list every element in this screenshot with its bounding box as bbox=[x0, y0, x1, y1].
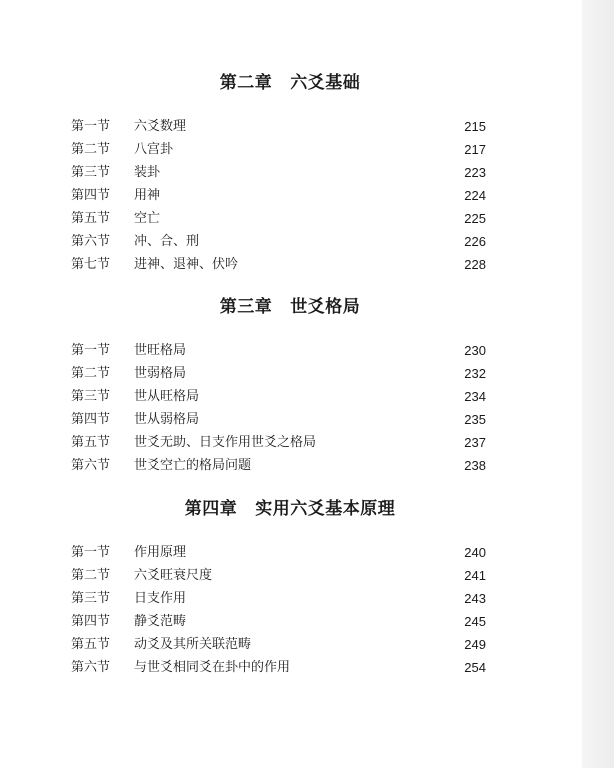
section-number: 第二节 bbox=[71, 568, 111, 583]
page-number: 249 bbox=[464, 637, 486, 652]
toc-entry bbox=[0, 207, 580, 230]
chapter-title bbox=[0, 296, 580, 318]
toc-list bbox=[0, 541, 580, 679]
page-number: 254 bbox=[464, 660, 486, 675]
chapter-number: 第二章 bbox=[219, 73, 273, 93]
page-edge-shadow bbox=[582, 0, 614, 768]
section-title: 六爻旺衰尺度 bbox=[134, 568, 213, 583]
section-title: 装卦 bbox=[134, 165, 161, 180]
section-number: 第四节 bbox=[71, 188, 111, 203]
toc-entry bbox=[0, 541, 580, 564]
section-title: 与世爻相同爻在卦中的作用 bbox=[134, 660, 291, 675]
section-number: 第一节 bbox=[71, 545, 111, 560]
chapter-name: 六爻基础 bbox=[290, 73, 361, 93]
toc-entry bbox=[0, 564, 580, 587]
toc-entry bbox=[0, 454, 580, 477]
section-number: 第三节 bbox=[71, 591, 111, 606]
section-title: 冲、合、刑 bbox=[134, 234, 200, 249]
section-number: 第二节 bbox=[71, 366, 111, 381]
section-title: 日支作用 bbox=[134, 591, 187, 606]
section-number: 第三节 bbox=[71, 165, 111, 180]
section-number: 第四节 bbox=[71, 412, 111, 427]
page-number: 240 bbox=[464, 545, 486, 560]
section-title: 世爻空亡的格局问题 bbox=[134, 458, 252, 473]
page-number: 225 bbox=[464, 211, 486, 226]
page-number: 224 bbox=[464, 188, 486, 203]
toc-entry bbox=[0, 385, 580, 408]
chapter-number: 第三章 bbox=[219, 297, 273, 317]
section-number: 第四节 bbox=[71, 614, 111, 629]
page-number: 217 bbox=[464, 142, 486, 157]
toc-entry bbox=[0, 161, 580, 184]
section-number: 第七节 bbox=[71, 257, 111, 272]
section-title: 八宫卦 bbox=[134, 142, 174, 157]
toc-entry bbox=[0, 253, 580, 276]
page-number: 223 bbox=[464, 165, 486, 180]
section-number: 第五节 bbox=[71, 637, 111, 652]
section-title: 动爻及其所关联范畴 bbox=[134, 637, 252, 652]
section-title: 进神、退神、伏吟 bbox=[134, 257, 239, 272]
section-title: 世旺格局 bbox=[134, 343, 187, 358]
chapter-2 bbox=[0, 72, 580, 276]
page-number: 215 bbox=[464, 119, 486, 134]
section-title: 用神 bbox=[134, 188, 161, 203]
page-number: 232 bbox=[464, 366, 486, 381]
chapter-title bbox=[0, 498, 580, 520]
toc-list bbox=[0, 115, 580, 276]
toc-entry bbox=[0, 610, 580, 633]
chapter-4 bbox=[0, 498, 580, 679]
section-title: 空亡 bbox=[134, 211, 161, 226]
section-title: 作用原理 bbox=[134, 545, 187, 560]
toc-entry bbox=[0, 115, 580, 138]
section-number: 第五节 bbox=[71, 211, 111, 226]
section-title: 六爻数理 bbox=[134, 119, 187, 134]
toc-entry bbox=[0, 431, 580, 454]
section-title: 世弱格局 bbox=[134, 366, 187, 381]
page-number: 245 bbox=[464, 614, 486, 629]
toc-entry bbox=[0, 408, 580, 431]
section-number: 第六节 bbox=[71, 660, 111, 675]
page-number: 238 bbox=[464, 458, 486, 473]
chapter-name: 世爻格局 bbox=[290, 297, 361, 317]
toc-entry bbox=[0, 184, 580, 207]
section-title: 静爻范畴 bbox=[134, 614, 187, 629]
toc-entry bbox=[0, 656, 580, 679]
page-number: 228 bbox=[464, 257, 486, 272]
chapter-name: 实用六爻基本原理 bbox=[255, 499, 396, 519]
toc-list bbox=[0, 339, 580, 477]
toc-entry bbox=[0, 138, 580, 161]
page-number: 243 bbox=[464, 591, 486, 606]
toc-entry bbox=[0, 633, 580, 656]
section-number: 第五节 bbox=[71, 435, 111, 450]
page-number: 237 bbox=[464, 435, 486, 450]
toc-entry bbox=[0, 587, 580, 610]
section-number: 第一节 bbox=[71, 119, 111, 134]
section-number: 第三节 bbox=[71, 389, 111, 404]
chapter-number: 第四章 bbox=[184, 499, 238, 519]
page-number: 230 bbox=[464, 343, 486, 358]
section-number: 第六节 bbox=[71, 458, 111, 473]
page-number: 226 bbox=[464, 234, 486, 249]
page-number: 241 bbox=[464, 568, 486, 583]
section-title: 世从弱格局 bbox=[134, 412, 200, 427]
section-title: 世从旺格局 bbox=[134, 389, 200, 404]
page-number: 234 bbox=[464, 389, 486, 404]
toc-entry bbox=[0, 362, 580, 385]
chapter-3 bbox=[0, 296, 580, 477]
chapter-title bbox=[0, 72, 580, 94]
toc-entry bbox=[0, 339, 580, 362]
section-number: 第六节 bbox=[71, 234, 111, 249]
section-number: 第二节 bbox=[71, 142, 111, 157]
page-number: 235 bbox=[464, 412, 486, 427]
toc-entry bbox=[0, 230, 580, 253]
section-number: 第一节 bbox=[71, 343, 111, 358]
section-title: 世爻无助、日支作用世爻之格局 bbox=[134, 435, 317, 450]
